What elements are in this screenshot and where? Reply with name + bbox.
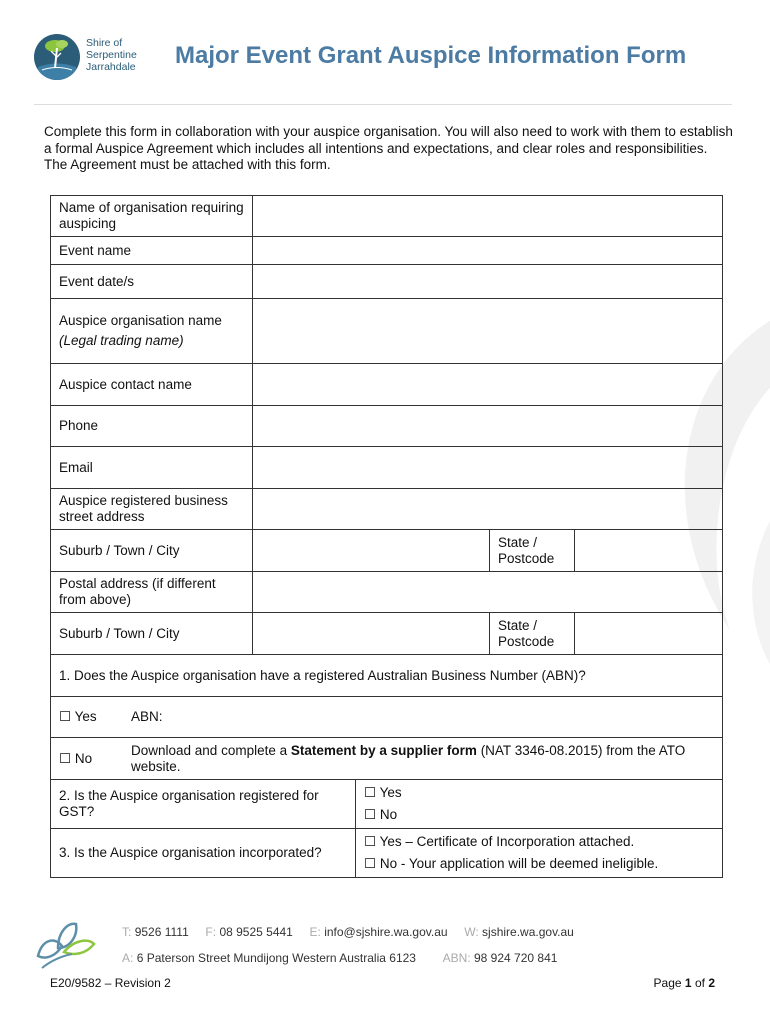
event-dates-field[interactable] xyxy=(253,265,723,299)
footer-phone: 9526 1111 xyxy=(134,925,189,939)
supplier-form-name: Statement by a supplier form xyxy=(290,742,477,758)
abn-no-label: No xyxy=(74,750,93,766)
postal-suburb-label: Suburb / Town / City xyxy=(51,613,253,655)
fax-prefix: F: xyxy=(205,925,217,939)
abn-number-label: ABN: xyxy=(131,709,163,724)
email-prefix: E: xyxy=(309,925,321,939)
of-word: of xyxy=(694,976,705,990)
email-field[interactable] xyxy=(253,447,723,489)
intro-paragraph: Complete this form in collaboration with your auspice organisation. You will also need to work with them to establish a formal Auspice Agreement which includes all intentions and expectations, and clear roles and responsibilities. The Agreement must be attached with this form. xyxy=(44,124,733,172)
gst-options xyxy=(356,780,723,829)
abn-yes-checkbox[interactable]: ☐ xyxy=(59,709,72,724)
abn-yes-row xyxy=(51,697,723,738)
incorporated-no-label: No - Your application will be deemed ineligible. xyxy=(379,856,659,871)
gst-yes-option[interactable] xyxy=(364,785,714,801)
abn-question: 1. Does the Auspice organisation have a registered Australian Business Number (ABN)? xyxy=(51,655,723,697)
footer-abn: 98 924 720 841 xyxy=(474,951,558,965)
document-reference: E20/9582 – Revision 2 xyxy=(50,976,171,990)
incorporated-yes-checkbox[interactable]: ☐ xyxy=(364,834,377,849)
logo-wordmark xyxy=(86,37,137,73)
abn-yes-option[interactable] xyxy=(59,709,131,725)
supplier-form-note xyxy=(131,743,714,775)
footer-fax: 08 9525 5441 xyxy=(219,925,293,939)
abn-yes-label: Yes xyxy=(74,709,97,724)
postal-suburb-field[interactable] xyxy=(253,613,490,655)
incorporated-yes-option[interactable] xyxy=(364,834,714,850)
logo-line-3: Jarrahdale xyxy=(86,61,136,73)
phone-field[interactable] xyxy=(253,406,723,447)
shire-logo xyxy=(34,34,80,80)
state-postcode-field[interactable] xyxy=(575,530,723,572)
event-name-field[interactable] xyxy=(253,237,723,265)
footer-contact-line-2 xyxy=(122,951,557,965)
postal-state-postcode-field[interactable] xyxy=(575,613,723,655)
auspice-org-field[interactable] xyxy=(253,299,723,364)
gst-no-checkbox[interactable]: ☐ xyxy=(364,807,377,822)
logo-line-1: Shire of xyxy=(86,37,123,49)
gst-no-label: No xyxy=(379,807,398,822)
phone-label: Phone xyxy=(51,406,253,447)
event-dates-label: Event date/s xyxy=(51,265,253,299)
legal-trading-label: (Legal trading name) xyxy=(59,333,184,348)
page-number xyxy=(654,976,715,990)
current-page: 1 xyxy=(684,976,692,990)
supplier-note-post: (NAT 3346-08.2015) from the ATO website. xyxy=(131,742,686,774)
address-prefix: A: xyxy=(122,951,134,965)
auspice-form-table xyxy=(50,195,723,878)
state-postcode-label: State / Postcode xyxy=(490,530,575,572)
street-address-field[interactable] xyxy=(253,489,723,530)
postal-address-label: Postal address (if different from above) xyxy=(51,572,253,613)
auspice-org-label-cell xyxy=(51,299,253,364)
contact-name-field[interactable] xyxy=(253,364,723,406)
tree-icon xyxy=(34,34,80,80)
page-title: Major Event Grant Auspice Information Form xyxy=(175,42,687,69)
incorporated-yes-label: Yes – Certificate of Incorporation attached. xyxy=(379,834,635,849)
postal-address-field[interactable] xyxy=(253,572,723,613)
gst-yes-label: Yes xyxy=(379,785,402,800)
web-prefix: W: xyxy=(464,925,479,939)
gst-yes-checkbox[interactable]: ☐ xyxy=(364,785,377,800)
org-name-field[interactable] xyxy=(253,196,723,237)
logo-line-2: Serpentine xyxy=(86,49,137,61)
email-label: Email xyxy=(51,447,253,489)
suburb-field[interactable] xyxy=(253,530,490,572)
incorporated-options xyxy=(356,829,723,878)
page-word: Page xyxy=(653,976,682,990)
header-divider xyxy=(34,104,732,105)
footer-email[interactable]: info@sjshire.wa.gov.au xyxy=(324,925,448,939)
abn-no-checkbox[interactable]: ☐ xyxy=(59,750,72,766)
gst-no-option[interactable] xyxy=(364,807,714,823)
gst-question: 2. Is the Auspice organisation registered for GST? xyxy=(51,780,356,829)
event-name-label: Event name xyxy=(51,237,253,265)
contact-name-label: Auspice contact name xyxy=(51,364,253,406)
suburb-label: Suburb / Town / City xyxy=(51,530,253,572)
phone-prefix: T: xyxy=(122,925,132,939)
leaf-logo-icon xyxy=(32,916,100,974)
incorporated-no-checkbox[interactable]: ☐ xyxy=(364,856,377,871)
org-name-label: Name of organisation requiring auspicing xyxy=(51,196,253,237)
supplier-note-pre: Download and complete a xyxy=(131,742,288,758)
abn-prefix: ABN: xyxy=(442,951,471,965)
street-address-label: Auspice registered business street address xyxy=(51,489,253,530)
abn-no-row xyxy=(51,738,723,780)
total-pages: 2 xyxy=(708,976,715,990)
footer-address: 6 Paterson Street Mundijong Western Australia 6123 xyxy=(136,951,416,965)
postal-state-postcode-label: State / Postcode xyxy=(490,613,575,655)
incorporated-question: 3. Is the Auspice organisation incorporated? xyxy=(51,829,356,878)
auspice-org-label: Auspice organisation name xyxy=(59,313,222,328)
abn-no-option[interactable] xyxy=(59,743,131,775)
footer-contact-line-1 xyxy=(122,925,574,939)
incorporated-no-option[interactable] xyxy=(364,856,714,872)
footer-website[interactable]: sjshire.wa.gov.au xyxy=(482,925,574,939)
